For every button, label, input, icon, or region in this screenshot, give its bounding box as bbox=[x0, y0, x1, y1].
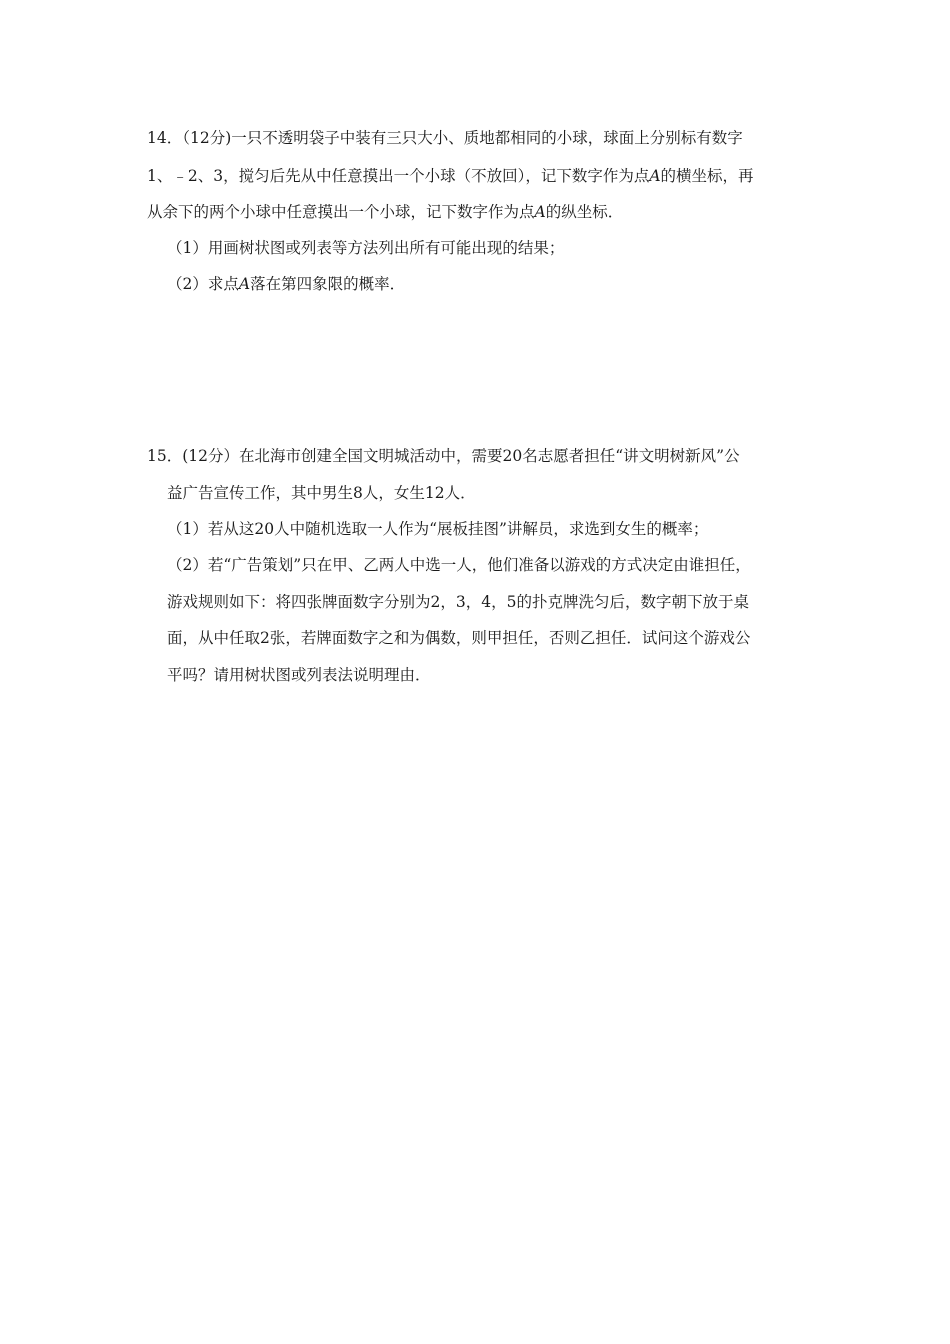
point-a-label: A bbox=[649, 167, 661, 185]
q15-part-2-line-2: 游戏规则如下：将四张牌面数字分别为2，3，4，5的扑克牌洗匀后，数字朝下放于桌 bbox=[167, 593, 749, 611]
q15-stem-line-1: 15．(12分）在北海市创建全国文明城活动中，需要20名志愿者担任“讲文明树新风”公 bbox=[147, 447, 740, 465]
q14-stem-line-1: 14．（12分)一只不透明袋子中装有三只大小、质地都相同的小球，球面上分别标有数字 bbox=[147, 129, 743, 147]
point-a-label: A bbox=[534, 203, 546, 221]
q15-part-1: （1）若从这20人中随机选取一人作为“展板挂图”讲解员，求选到女生的概率； bbox=[167, 520, 709, 538]
q14-stem-line-2 bbox=[147, 166, 754, 186]
q14-stem-line-3-text-b: 的纵坐标． bbox=[545, 203, 624, 221]
q14-stem-line-3-text-a: 从余下的两个小球中任意摸出一个小球，记下数字作为点 bbox=[147, 203, 535, 221]
q14-part-2-text-a: （2）求点 bbox=[167, 275, 239, 293]
q15-stem-line-2: 益广告宣传工作，其中男生8人，女生12人． bbox=[167, 484, 476, 502]
q15-part-2-line-1: （2）若“广告策划”只在甲、乙两人中选一人，他们准备以游戏的方式决定由谁担任， bbox=[167, 556, 751, 574]
q15-part-2-line-3: 面，从中任取2张，若牌面数字之和为偶数，则甲担任，否则乙担任．试问这个游戏公 bbox=[167, 629, 751, 647]
q14-stem-line-2-text-a: 1、﹣2、3，搅匀后先从中任意摸出一个小球（不放回），记下数字作为点 bbox=[147, 167, 650, 185]
q14-part-1: （1）用画树状图或列表等方法列出所有可能出现的结果； bbox=[167, 239, 565, 257]
point-a-label: A bbox=[238, 275, 251, 293]
q14-part-2 bbox=[167, 274, 405, 294]
q14-part-2-text-b: 落在第四象限的概率． bbox=[250, 275, 406, 293]
q15-part-2-line-4: 平吗？请用树状图或列表法说明理由． bbox=[167, 666, 431, 684]
q14-stem-line-2-text-b: 的横坐标，再 bbox=[660, 167, 754, 185]
q14-stem-line-3 bbox=[147, 202, 623, 222]
